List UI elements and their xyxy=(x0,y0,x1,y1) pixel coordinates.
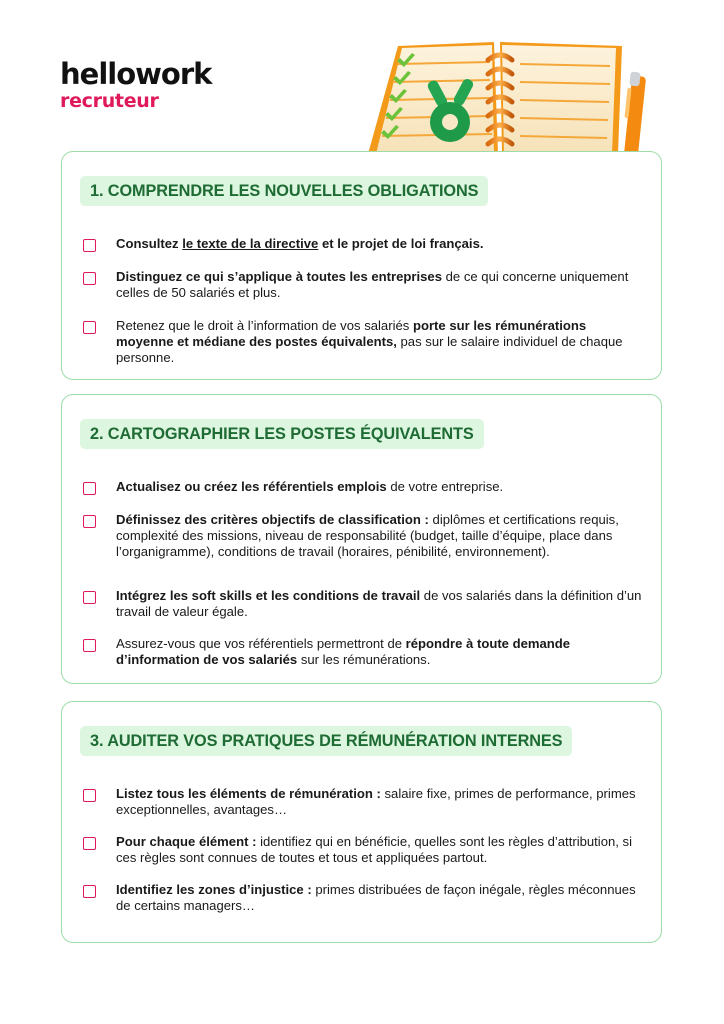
item-text xyxy=(116,269,646,301)
checkbox[interactable] xyxy=(83,789,96,802)
checkbox[interactable] xyxy=(83,639,96,652)
bold-text: porte sur les rémunérations moyenne et médiane des postes équivalents, xyxy=(116,318,587,349)
section-2-title: 2. CARTOGRAPHIER LES POSTES ÉQUIVALENTS xyxy=(80,419,484,449)
logo-subtitle: recruteur xyxy=(60,90,159,112)
hellowork-logo xyxy=(60,58,211,112)
checklist-notebook-icon xyxy=(360,36,660,154)
item-text xyxy=(116,786,646,818)
section-1-card xyxy=(61,151,662,380)
checkbox[interactable] xyxy=(83,515,96,528)
section-2-card xyxy=(61,394,662,684)
bold-text: Définissez des critères objectifs de classification : xyxy=(116,512,429,527)
section-3-title: 3. AUDITER VOS PRATIQUES DE RÉMUNÉRATION INTERNES xyxy=(80,726,572,756)
section-3-card xyxy=(61,701,662,943)
bold-text: Intégrez les soft skills et les conditions de travail xyxy=(116,588,421,603)
checkbox[interactable] xyxy=(83,321,96,334)
item-text xyxy=(116,236,646,252)
directive-link[interactable]: le texte de la directive xyxy=(182,236,319,251)
checkbox[interactable] xyxy=(83,272,96,285)
item-text xyxy=(116,588,646,620)
plain-text: identifiez qui en bénéficie, quelles sont les règles d’attribution, si ces règles sont connues de toutes et tous et appliquées partout. xyxy=(116,834,633,865)
bold-text: Consultez xyxy=(116,236,183,251)
plain-text: diplômes et certifications requis, complexité des missions, niveau de responsabilité (budget, taille d’équipe, place dans l’organigramme), conditions de travail (horaires, pénibilité, environnement). xyxy=(116,512,619,559)
bold-text: et le projet de loi français. xyxy=(318,236,484,251)
bold-text: Distinguez ce qui s’applique à toutes les entreprises xyxy=(116,269,442,284)
bold-text: Listez tous les éléments de rémunération : xyxy=(116,786,381,801)
plain-text: salaire fixe, primes de performance, primes exceptionnelles, avantages… xyxy=(116,786,636,817)
plain-text: primes distribuées de façon inégale, règles méconnues de certains managers… xyxy=(116,882,636,913)
item-text xyxy=(116,882,646,914)
section-1-title: 1. COMPRENDRE LES NOUVELLES OBLIGATIONS xyxy=(80,176,488,206)
checkbox[interactable] xyxy=(83,885,96,898)
item-text xyxy=(116,636,646,668)
plain-text: pas sur le salaire individuel de chaque personne. xyxy=(116,334,623,365)
item-text xyxy=(116,834,646,866)
plain-text: de votre entreprise. xyxy=(386,479,504,494)
item-text xyxy=(116,512,646,560)
plain-text: de vos salariés dans la définition d’un travail de valeur égale. xyxy=(116,588,642,619)
bold-text: Actualisez ou créez les référentiels emplois xyxy=(116,479,387,494)
plain-text: de ce qui concerne uniquement celles de 50 salariés et plus. xyxy=(116,269,629,300)
checkbox[interactable] xyxy=(83,239,96,252)
plain-text: Retenez que le droit à l’information de vos salariés xyxy=(116,318,413,333)
item-text xyxy=(116,479,646,495)
plain-text: Assurez-vous que vos référentiels permettront de xyxy=(116,636,406,651)
bold-text: répondre à toute demande d’information de vos salariés xyxy=(116,636,571,667)
checkbox[interactable] xyxy=(83,591,96,604)
bold-text: Pour chaque élément : xyxy=(116,834,257,849)
plain-text: sur les rémunérations. xyxy=(297,652,431,667)
logo-brand: hellowork xyxy=(60,57,212,91)
checkbox[interactable] xyxy=(83,837,96,850)
bold-text: Identifiez les zones d’injustice : xyxy=(116,882,312,897)
checkbox[interactable] xyxy=(83,482,96,495)
item-text xyxy=(116,318,646,366)
